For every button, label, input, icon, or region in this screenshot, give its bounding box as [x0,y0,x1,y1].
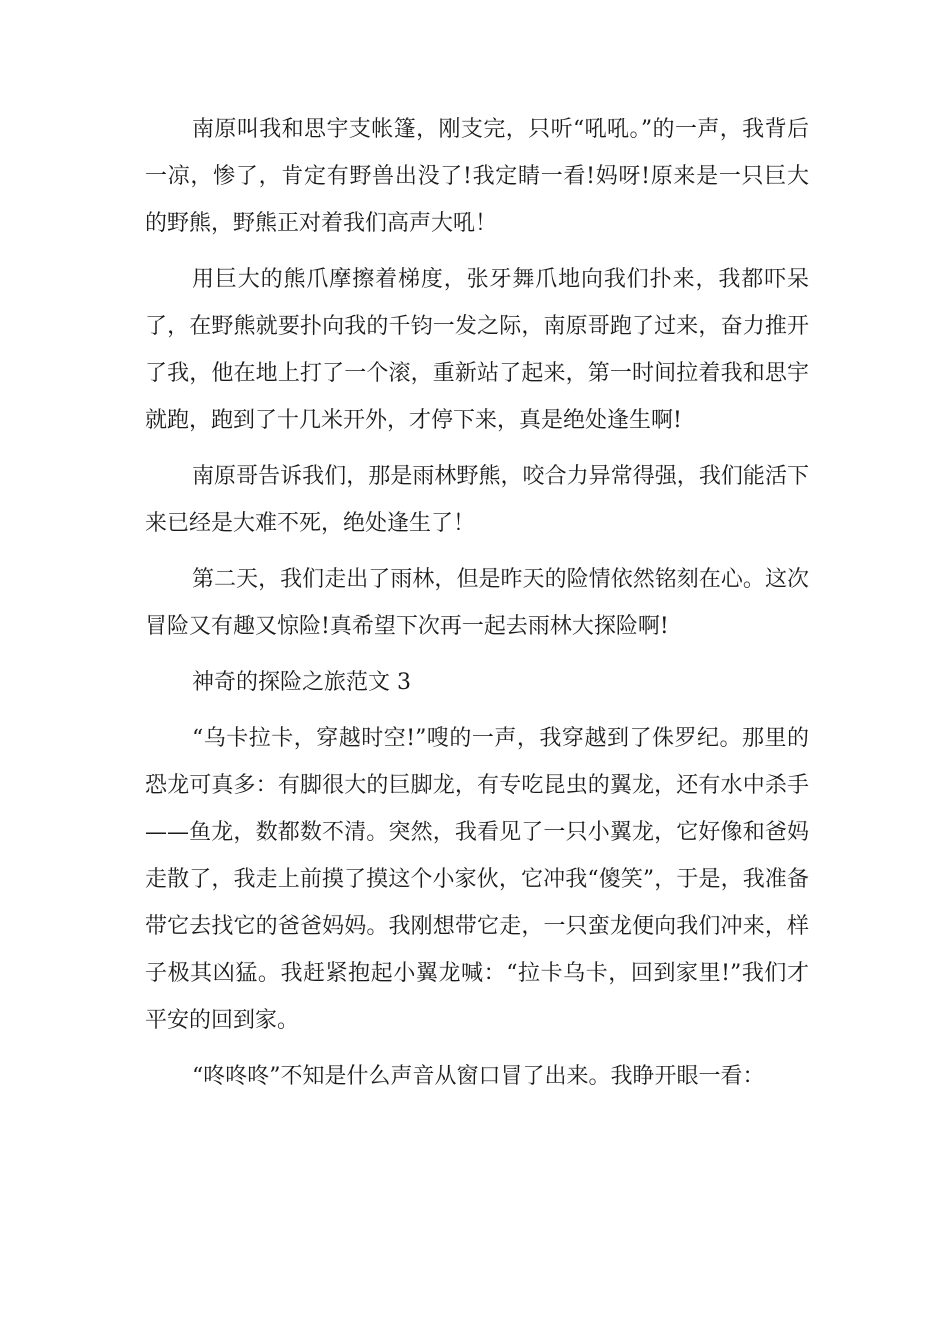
paragraph-bear-appears: 南原叫我和思宇支帐篷，刚支完，只听“吼吼。”的一声，我背后一凉，惨了，肯定有野兽出没了!我定睛一看!妈呀!原来是一只巨大的野熊，野熊正对着我们高声大吼！ [145,117,809,236]
paragraph-bear-attack: 用巨大的熊爪摩擦着梯度，张牙舞爪地向我们扑来，我都吓呆了，在野熊就要扑向我的千钧一发之际，南原哥跑了过来，奋力推开了我，他在地上打了一个滚，重新站了起来，第一时间拉着我和思宇就跑，跑到了十几米开外，才停下来，真是绝处逢生啊! [145,267,809,433]
paragraph-next-day: 第二天，我们走出了雨林，但是昨天的险情依然铭刻在心。这次冒险又有趣又惊险!真希望下次再一起去雨林大探险啊! [145,567,809,639]
paragraph-knocking: “咚咚咚”不知是什么声音从窗口冒了出来。我睁开眼一看： [192,1064,765,1089]
section-heading: 神奇的探险之旅范文 3 [192,670,411,695]
paragraph-rainforest-bear: 南原哥告诉我们，那是雨林野熊，咬合力异常得强，我们能活下来已经是大难不死，绝处逢生了！ [145,464,809,536]
paragraph-jurassic: “乌卡拉卡，穿越时空!”嗖的一声，我穿越到了侏罗纪。那里的恐龙可真多：有脚很大的巨脚龙，有专吃昆虫的翼龙，还有水中杀手——鱼龙，数都数不清。突然，我看见了一只小翼龙，它好像和爸妈走散了，我走上前摸了摸这个小家伙，它冲我“傻笑”，于是，我准备带它去找它的爸爸妈妈。我刚想带它走，一只蛮龙便向我们冲来，样子极其凶猛。我赶紧抱起小翼龙喊：“拉卡乌卡，回到家里!”我们才平安的回到家。 [145,726,809,1033]
document-body [145,106,809,1109]
